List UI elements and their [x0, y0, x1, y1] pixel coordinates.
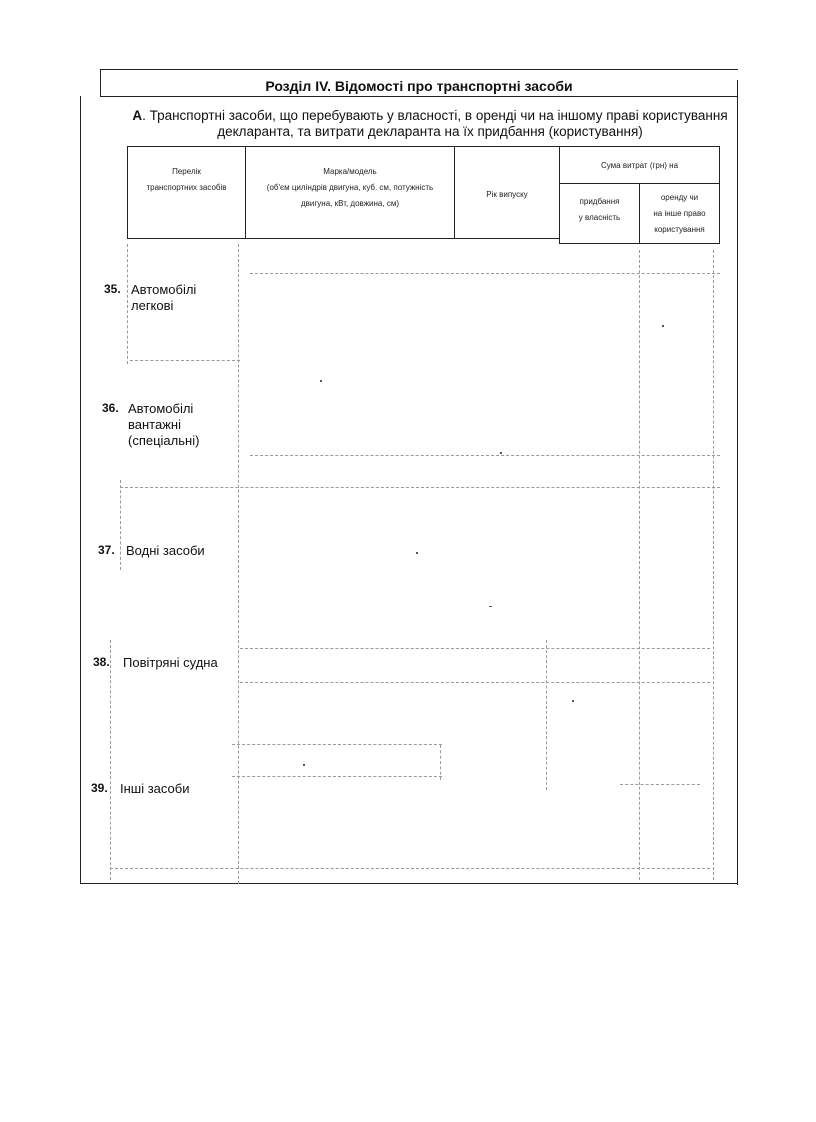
- scan-speck: [500, 452, 502, 454]
- row-38-number: 38.: [93, 655, 110, 669]
- header-buy-cell: [560, 194, 639, 226]
- faint-grid-line: [713, 250, 714, 880]
- faint-grid-line: [250, 273, 720, 274]
- header-bottom-line: [127, 238, 560, 239]
- subsection-text-line2: декларанта, та витрати декларанта на їх придбання (користування): [217, 124, 643, 139]
- scan-speck: [416, 552, 418, 554]
- row-35-number: 35.: [104, 282, 121, 296]
- section-title: Розділ IV. Відомості про транспортні засоби: [265, 78, 573, 94]
- header-brand-line2: (об'єм циліндрів двигуна, куб. см, потужність: [266, 183, 434, 192]
- faint-grid-line: [232, 744, 442, 745]
- faint-grid-line: [120, 480, 121, 570]
- row-36-label-line1: Автомобілі: [128, 401, 194, 416]
- header-list-cell: [128, 164, 245, 196]
- faint-grid-line: [238, 244, 239, 884]
- header-rent-line2: на інше право: [653, 209, 706, 218]
- subsection-letter: А: [132, 108, 143, 123]
- frame-right-line: [737, 80, 738, 885]
- header-rent-line1: оренду чи: [660, 193, 699, 202]
- faint-grid-line: [232, 776, 442, 777]
- header-buy-line2: у власність: [578, 213, 621, 222]
- scan-speck: [320, 380, 322, 382]
- faint-grid-line: [620, 784, 700, 785]
- faint-grid-line: [250, 455, 720, 456]
- header-list-line1: Перелік: [172, 167, 201, 176]
- row-39-number: 39.: [91, 781, 108, 795]
- scan-speck: [303, 764, 305, 766]
- row-35-label: [131, 282, 196, 314]
- subsection-heading-line1: [120, 108, 740, 124]
- header-rent-cell: [640, 190, 719, 238]
- faint-grid-line: [130, 360, 240, 361]
- scan-speck: [572, 700, 574, 702]
- faint-grid-line: [127, 244, 128, 364]
- frame-top-line: [100, 69, 738, 70]
- faint-grid-line: [639, 250, 640, 880]
- subsection-text-line1: . Транспортні засоби, що перебувають у власності, в оренді чи на іншому праві користування: [142, 108, 728, 123]
- scan-speck: [489, 606, 492, 607]
- row-36-label-line3: (спеціальні): [128, 433, 200, 448]
- header-year-cell: Рік випуску: [486, 190, 528, 199]
- frame-bottom-line: [80, 883, 738, 884]
- faint-grid-line: [110, 640, 111, 880]
- frame-left-lower-line: [80, 96, 81, 884]
- row-35-label-line1: Автомобілі: [131, 282, 197, 297]
- header-brand-line3: двигуна, кВт, довжина, см): [301, 199, 399, 208]
- row-39-label: Інші засоби: [120, 781, 190, 796]
- row-37-label: Водні засоби: [126, 543, 205, 558]
- row-36-number: 36.: [102, 401, 119, 415]
- header-list-line2: транспортних засобів: [146, 183, 227, 192]
- row-35-label-line2: легкові: [131, 298, 174, 313]
- faint-grid-line: [120, 487, 720, 488]
- row-38-label: Повітряні судна: [123, 655, 218, 670]
- header-col-divider-6: [719, 146, 720, 244]
- subsection-heading: [120, 108, 740, 140]
- faint-grid-line: [546, 640, 547, 790]
- scan-speck: [662, 325, 664, 327]
- row-36-label-line2: вантажні: [128, 417, 181, 432]
- faint-grid-line: [440, 745, 441, 780]
- header-buy-line1: придбання: [579, 197, 620, 206]
- row-37-number: 37.: [98, 543, 115, 557]
- header-top-line: [127, 146, 719, 147]
- header-brand-line1: Марка/модель: [323, 167, 377, 176]
- title-underline: [100, 96, 738, 97]
- row-36-label: [128, 401, 199, 449]
- header-rent-line3: користування: [654, 225, 705, 234]
- header-brand-cell: [246, 164, 454, 212]
- faint-grid-line: [240, 682, 710, 683]
- faint-grid-line: [240, 648, 710, 649]
- faint-grid-line: [110, 868, 710, 869]
- header-sum-cell: Сума витрат (грн) на: [600, 161, 679, 170]
